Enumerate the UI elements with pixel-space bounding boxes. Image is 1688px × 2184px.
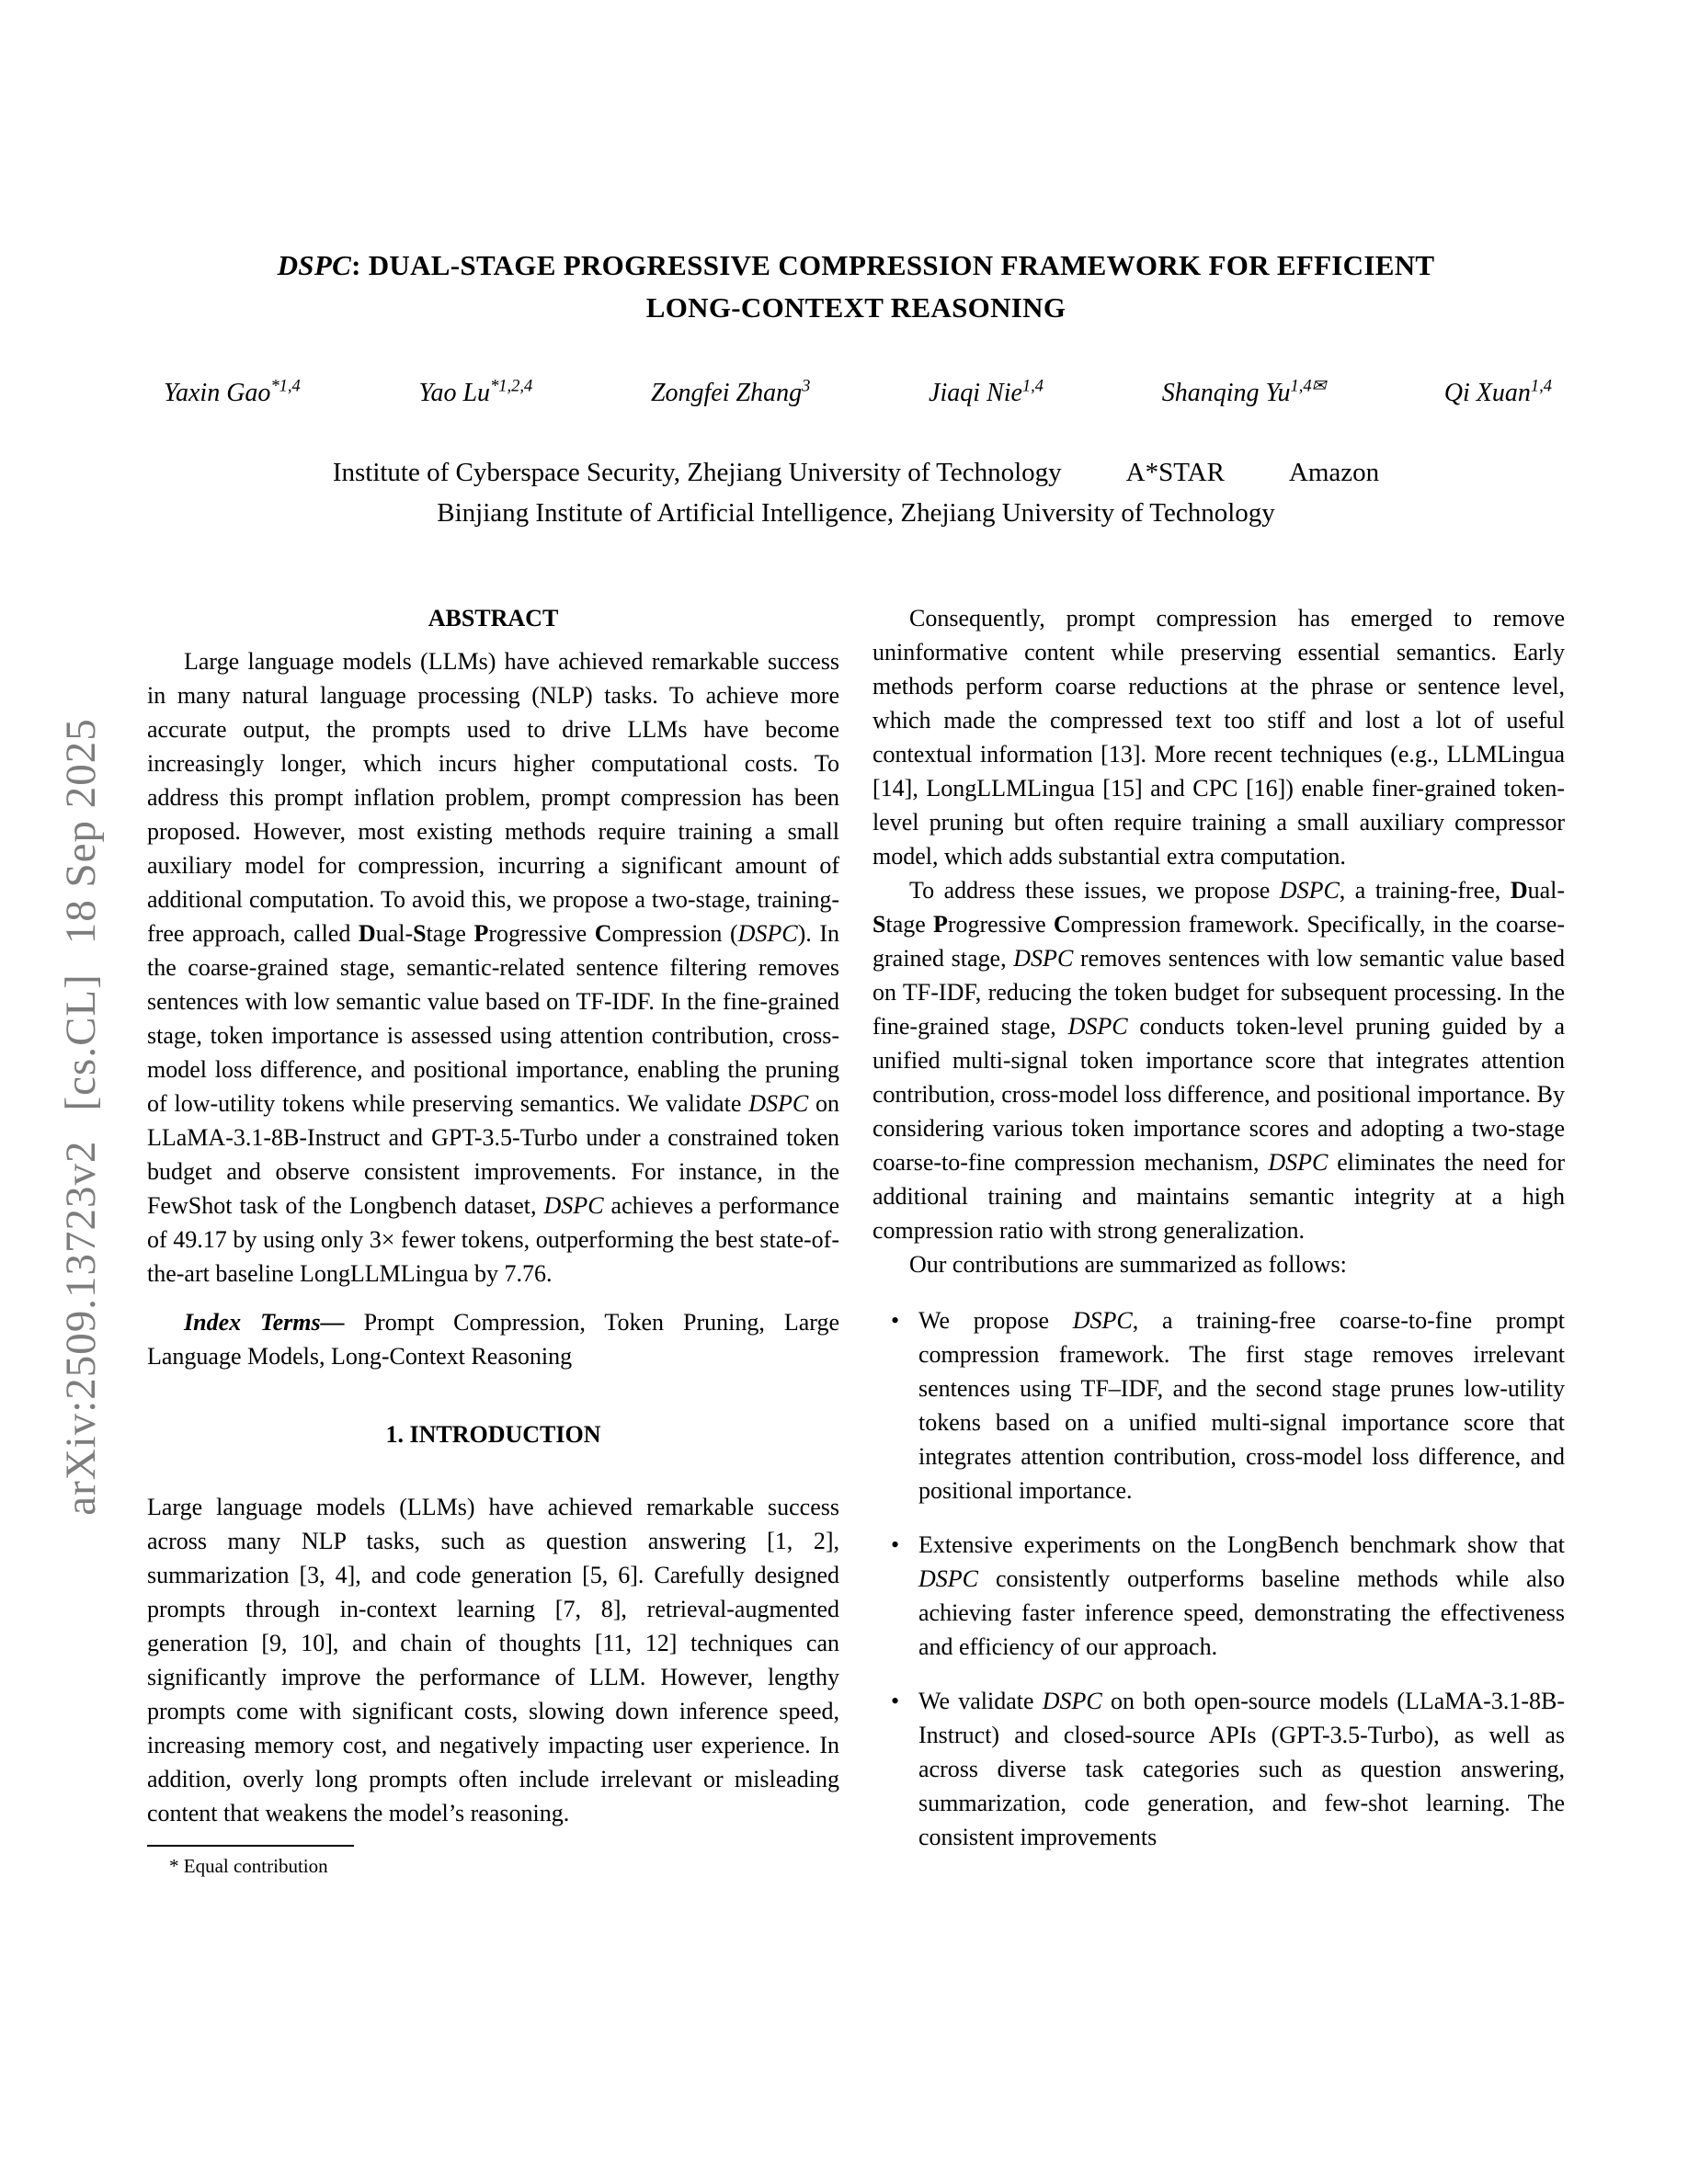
contribution-item-1: • We propose DSPC, a training-free coarse-to-fine prompt compression framework. The first stage removes irrelevant sentences using TF–IDF, and the second stage prunes low-utility tokens based on a unified multi-signal importance score that integrates attention contribution, cross-model loss difference, and positional importance.	[918, 1303, 1565, 1507]
index-terms-paragraph: Index Terms— Prompt Compression, Token Pruning, Large Language Models, Long-Context Reasoning	[147, 1309, 839, 1370]
abstract-heading: ABSTRACT	[428, 605, 559, 631]
author-zongfei-zhang	[650, 376, 811, 408]
author-superscript: 3	[802, 376, 811, 395]
affiliation-line-2: Binjiang Institute of Artificial Intelligence, Zhejiang University of Technology	[437, 498, 1275, 528]
introduction-paragraph: Large language models (LLMs) have achieved remarkable success across many NLP tasks, such as question answering [1, 2], summarization [3, 4], and code generation [5, 6]. Carefully designed prompts through in-context learning [7, 8], retrieval-augmented generation [9, 10], and chain of thoughts [11, 12] techniques can significantly improve the performance of LLM. However, lengthy prompts come with significant costs, slowing down inference speed, increasing memory cost, and negatively impacting user experience. In addition, overly long prompts often include irrelevant or misleading content that weakens the model’s reasoning.	[147, 1494, 839, 1826]
author-name: Shanqing Yu	[1161, 379, 1291, 407]
author-name: Yaxin Gao	[164, 379, 271, 407]
paper-header	[147, 0, 1565, 533]
two-column-body	[147, 601, 1565, 1879]
contributions-lead-paragraph: Our contributions are summarized as follows:	[909, 1251, 1347, 1278]
arxiv-date: 18 Sep 2025	[57, 718, 105, 945]
author-name: Zongfei Zhang	[650, 379, 803, 407]
author-superscript: *1,4	[270, 376, 301, 395]
contribution-item-2: • Extensive experiments on the LongBench benchmark show that DSPC consistently outperforms baseline methods while also achieving faster inference speed, demonstrating the effectiveness and efficiency of our approach.	[918, 1528, 1565, 1664]
paper-title	[147, 245, 1565, 329]
author-name: Jiaqi Nie	[929, 379, 1022, 407]
arxiv-category: [cs.CL]	[57, 973, 105, 1111]
title-line-2: LONG-CONTEXT REASONING	[645, 291, 1066, 324]
contribution-list	[873, 1303, 1565, 1854]
author-yao-lu	[418, 376, 533, 408]
affiliation-institute: Institute of Cyberspace Security, Zhejiang University of Technology	[332, 458, 1062, 487]
footnote-rule	[147, 1845, 354, 1847]
author-name: Yao Lu	[418, 379, 491, 407]
author-superscript: 1,4✉	[1290, 376, 1327, 395]
author-qi-xuan	[1443, 376, 1552, 408]
author-superscript: 1,4	[1530, 376, 1552, 395]
title-line-1: DSPC: DUAL-STAGE PROGRESSIVE COMPRESSION FRAMEWORK FOR EFFICIENT	[277, 249, 1435, 281]
footnote-text: * Equal contribution	[169, 1855, 328, 1877]
affiliation-line-1	[147, 452, 1565, 493]
introduction-heading: 1. INTRODUCTION	[385, 1421, 601, 1448]
arxiv-watermark	[56, 703, 106, 1530]
author-name: Qi Xuan	[1443, 379, 1531, 407]
author-shanqing-yu	[1161, 376, 1327, 408]
author-superscript: *1,2,4	[490, 376, 533, 395]
footnote	[147, 1845, 839, 1879]
related-work-paragraph: Consequently, prompt compression has emerged to remove uninformative content while preserving essential semantics. Early methods perform coarse reductions at the phrase or sentence level, which made the compressed text too stiff and lost a lot of useful contextual information [13]. More recent techniques (e.g., LLMLingua [14], LongLLMLingua [15] and CPC [16]) enable finer-grained token-level pruning but often require training a small auxiliary compressor model, which adds substantial extra computation.	[873, 605, 1565, 870]
contribution-item-3: • We validate DSPC on both open-source models (LLaMA-3.1-8B-Instruct) and closed-source APIs (GPT-3.5-Turbo), as well as across diverse task categories such as question answering, summarization, code generation, and few-shot learning. The consistent improvements	[918, 1684, 1565, 1854]
right-column	[873, 601, 1565, 1879]
affiliation-astar: A*STAR	[1125, 458, 1225, 487]
left-column	[147, 601, 839, 1879]
proposal-paragraph: To address these issues, we propose DSPC, a training-free, Dual-Stage Progressive Compression framework. Specifically, in the coarse-grained stage, DSPC removes sentences with low semantic value based on TF-IDF, reducing the token budget for subsequent processing. In the fine-grained stage, DSPC conducts token-level pruning guided by a unified multi-signal token importance score that integrates attention contribution, cross-model loss difference, and positional importance. By considering various token importance scores and adopting a two-stage coarse-to-fine compression mechanism, DSPC eliminates the need for additional training and maintains semantic integrity at a high compression ratio with strong generalization.	[873, 877, 1566, 1244]
affiliation-amazon: Amazon	[1288, 458, 1380, 487]
author-list	[164, 376, 1552, 408]
author-superscript: 1,4	[1021, 376, 1044, 395]
author-jiaqi-nie	[929, 376, 1044, 408]
author-yaxin-gao	[164, 376, 301, 408]
arxiv-id: arXiv:2509.13723v2	[57, 1140, 105, 1516]
affiliations	[147, 452, 1565, 533]
abstract-paragraph: Large language models (LLMs) have achieved remarkable success in many natural language processing (NLP) tasks. To achieve more accurate output, the prompts used to drive LLMs have become increasingly longer, which incurs higher computational costs. To address this prompt inflation problem, prompt compression has been proposed. However, most existing methods require training a small auxiliary model for compression, incurring a significant amount of additional computation. To avoid this, we propose a two-stage, training-free approach, called Dual-Stage Progressive Compression (DSPC). In the coarse-grained stage, semantic-related sentence filtering removes sentences with low semantic value based on TF-IDF. In the fine-grained stage, token importance is assessed using attention contribution, cross-model loss difference, and positional importance, enabling the pruning of low-utility tokens while preserving semantics. We validate DSPC on LLaMA-3.1-8B-Instruct and GPT-3.5-Turbo under a constrained token budget and observe consistent improvements. For instance, in the FewShot task of the Longbench dataset, DSPC achieves a performance of 49.17 by using only 3× fewer tokens, outperforming the best state-of-the-art baseline LongLLMLingua by 7.76.	[147, 648, 840, 1287]
